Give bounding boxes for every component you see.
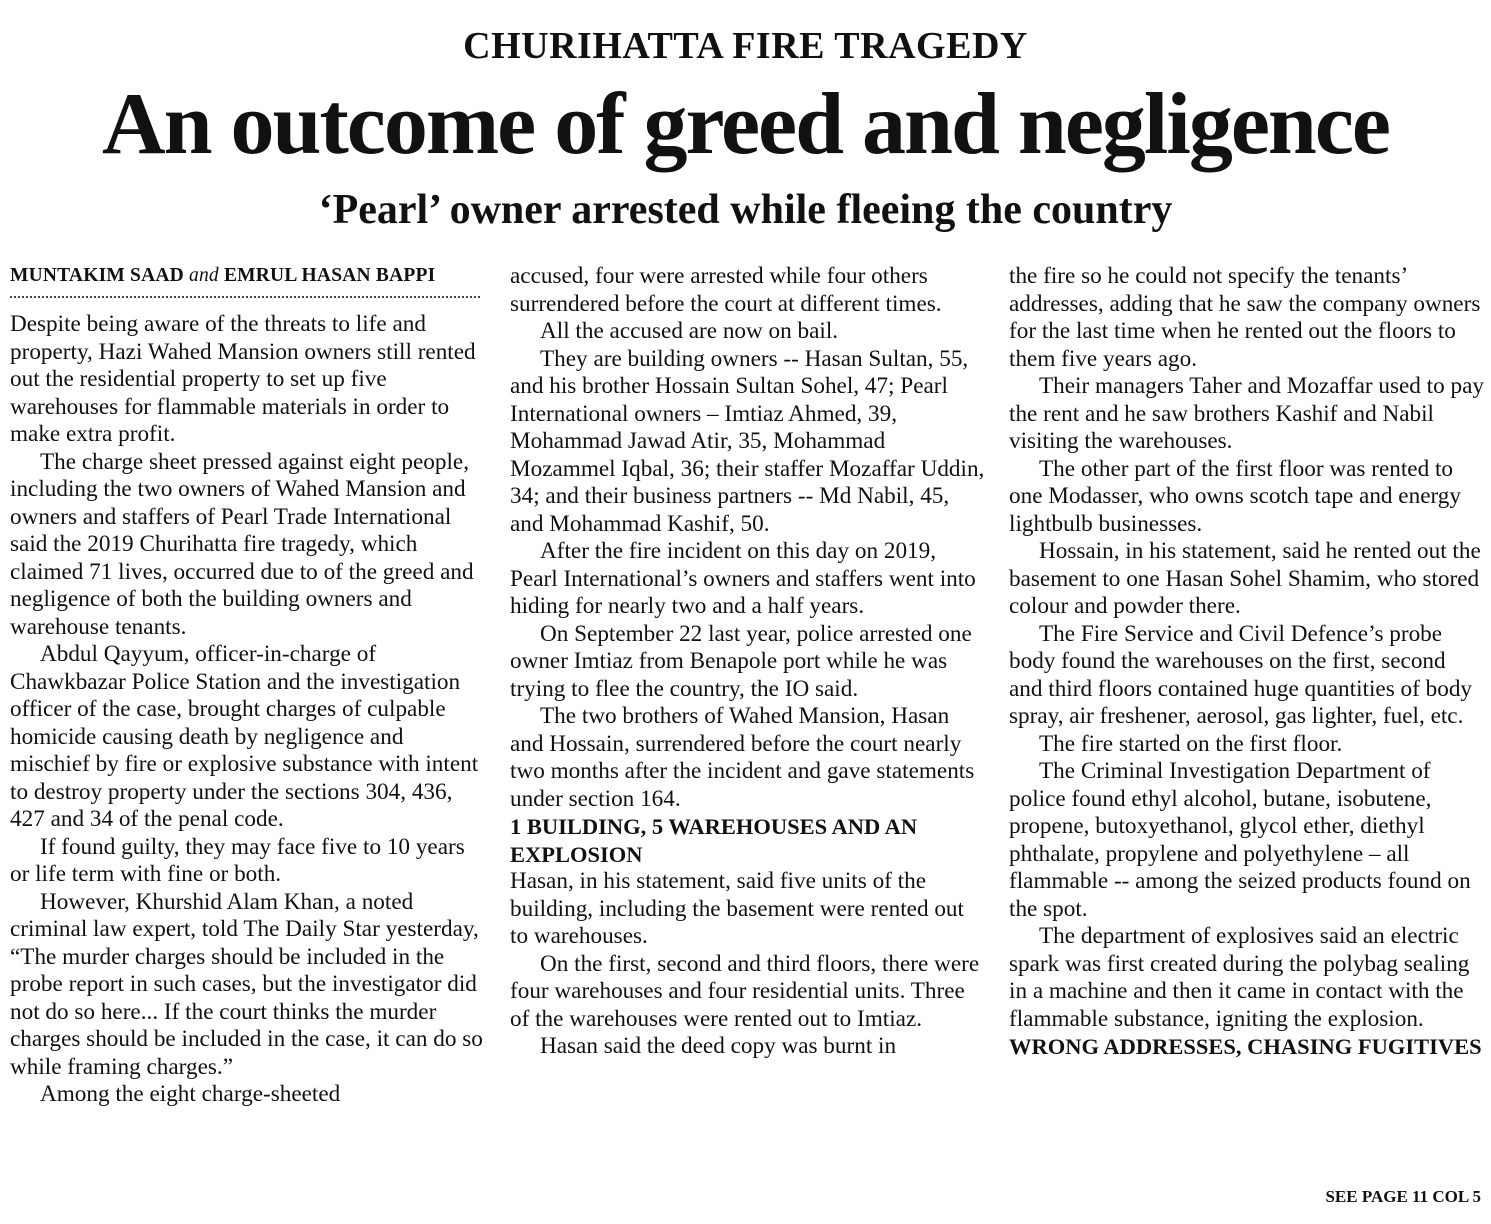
paragraph: Their managers Taher and Mozaffar used to pay the rent and he saw brothers Kashif and Nabil visiting the warehouses.: [1009, 373, 1484, 454]
headline: An outcome of greed and negligence: [102, 76, 1389, 173]
paragraph: The Fire Service and Civil Defence’s probe body found the warehouses on the first, second and third floors contained huge quantities of body spray, air freshener, aerosol, gas lighter, fuel, etc.: [1009, 620, 1473, 729]
paragraph: The other part of the first floor was rented to one Modasser, who owns scotch tape and energy lightbulb businesses.: [1009, 455, 1461, 537]
column-1: [10, 262, 485, 1109]
paragraph: accused, four were arrested while four others surrendered before the court at different times.: [510, 263, 942, 317]
paragraph: However, Khurshid Alam Khan, a noted criminal law expert, told The Daily Star yesterday, “The murder charges should be included in the probe report in such cases, but the investigator did not do so here... If the court thinks the murder charges should be included in the case, it can do so while framing charges.”: [10, 888, 483, 1080]
paragraph: Hasan, in his statement, said five units of the building, including the basement were rented out to warehouses.: [510, 868, 964, 949]
column-2: [510, 263, 985, 1061]
paragraph: The fire started on the first floor.: [1039, 730, 1343, 757]
paragraph: The charge sheet pressed against eight people, including the two owners of Wahed Mansion and owners and staffers of Pearl Trade International said the 2019 Churihatta fire tragedy, which claimed 71 lives, occurred due to of the greed and negligence of both the building owners and warehouse tenants.: [10, 448, 474, 640]
paragraph: the fire so he could not specify the tenants’ addresses, adding that he saw the company owners for the last time when he rented out the floors to them five years ago.: [1009, 263, 1481, 372]
paragraph: On September 22 last year, police arrested one owner Imtiaz from Benapole port while he was trying to flee the country, the IO said.: [510, 620, 972, 702]
kicker: CHURIHATTA FIRE TRAGEDY: [463, 25, 1028, 67]
author-2: EMRUL HASAN BAPPI: [223, 265, 436, 286]
column-3: [1009, 263, 1484, 1061]
byline-divider: [10, 296, 480, 298]
paragraph: On the first, second and third floors, there were four warehouses and four residential units. Three of the warehouses were rented out to Imtiaz.: [510, 950, 980, 1032]
byline-conjunction: and: [189, 265, 219, 286]
section-subhead: WRONG ADDRESSES, CHASING FUGITIVES: [1009, 1034, 1482, 1059]
paragraph: Despite being aware of the threats to life and property, Hazi Wahed Mansion owners still rented out the residential property to set up five warehouses for flammable materials in order to make extra profit.: [10, 311, 476, 447]
paragraph: If found guilty, they may face five to 10 years or life term with fine or both.: [10, 833, 465, 887]
paragraph: The two brothers of Wahed Mansion, Hasan and Hossain, surrendered before the court nearly two months after the incident and gave statements under section 164.: [510, 703, 975, 812]
subheadline: ‘Pearl’ owner arrested while fleeing the country: [318, 187, 1173, 233]
paragraph: Abdul Qayyum, officer-in-charge of Chawkbazar Police Station and the investigation officer of the case, brought charges of culpable homicide causing death by negligence and mischief by fire or explosive substance with intent to destroy property under the sections 304, 436, 427 and 34 of the penal code.: [10, 641, 479, 832]
section-subhead: 1 BUILDING, 5 WAREHOUSES AND AN EXPLOSION: [510, 814, 918, 867]
paragraph: Hossain, in his statement, said he rented out the basement to one Hasan Sohel Shamim, who stored colour and powder there.: [1009, 538, 1481, 619]
paragraph: After the fire incident on this day on 2019, Pearl International’s owners and staffers went into hiding for nearly two and a half years.: [510, 538, 976, 619]
paragraph: The Criminal Investigation Department of police found ethyl alcohol, butane, isobutene, propene, butoxyethanol, glycol ether, diethyl phthalate, propylene and polyethylene – all flammable -- among the seized products found on the spot.: [1009, 758, 1471, 922]
paragraph: The department of explosives said an electric spark was first created during the polybag sealing in a machine and then it came in contact with the flammable substance, igniting the explosion.: [1009, 923, 1470, 1032]
author-1: MUNTAKIM SAAD: [10, 265, 184, 286]
paragraph: Hasan said the deed copy was burnt in: [540, 1033, 897, 1059]
byline: [10, 262, 485, 290]
jump-line: SEE PAGE 11 COL 5: [1325, 1187, 1481, 1206]
paragraph: All the accused are now on bail.: [540, 318, 839, 344]
paragraph: Among the eight charge-sheeted: [40, 1081, 341, 1107]
paragraph: They are building owners -- Hasan Sultan, 55, and his brother Hossain Sultan Sohel, 47; Pearl International owners – Imtiaz Ahmed, 39, Mohammad Jawad Atir, 35, Mohammad Mozammel Iqbal, 36; their staffer Mozaffar Uddin, 34; and their business partners -- Md Nabil, 45, and Mohammad Kashif, 50.: [510, 345, 985, 537]
